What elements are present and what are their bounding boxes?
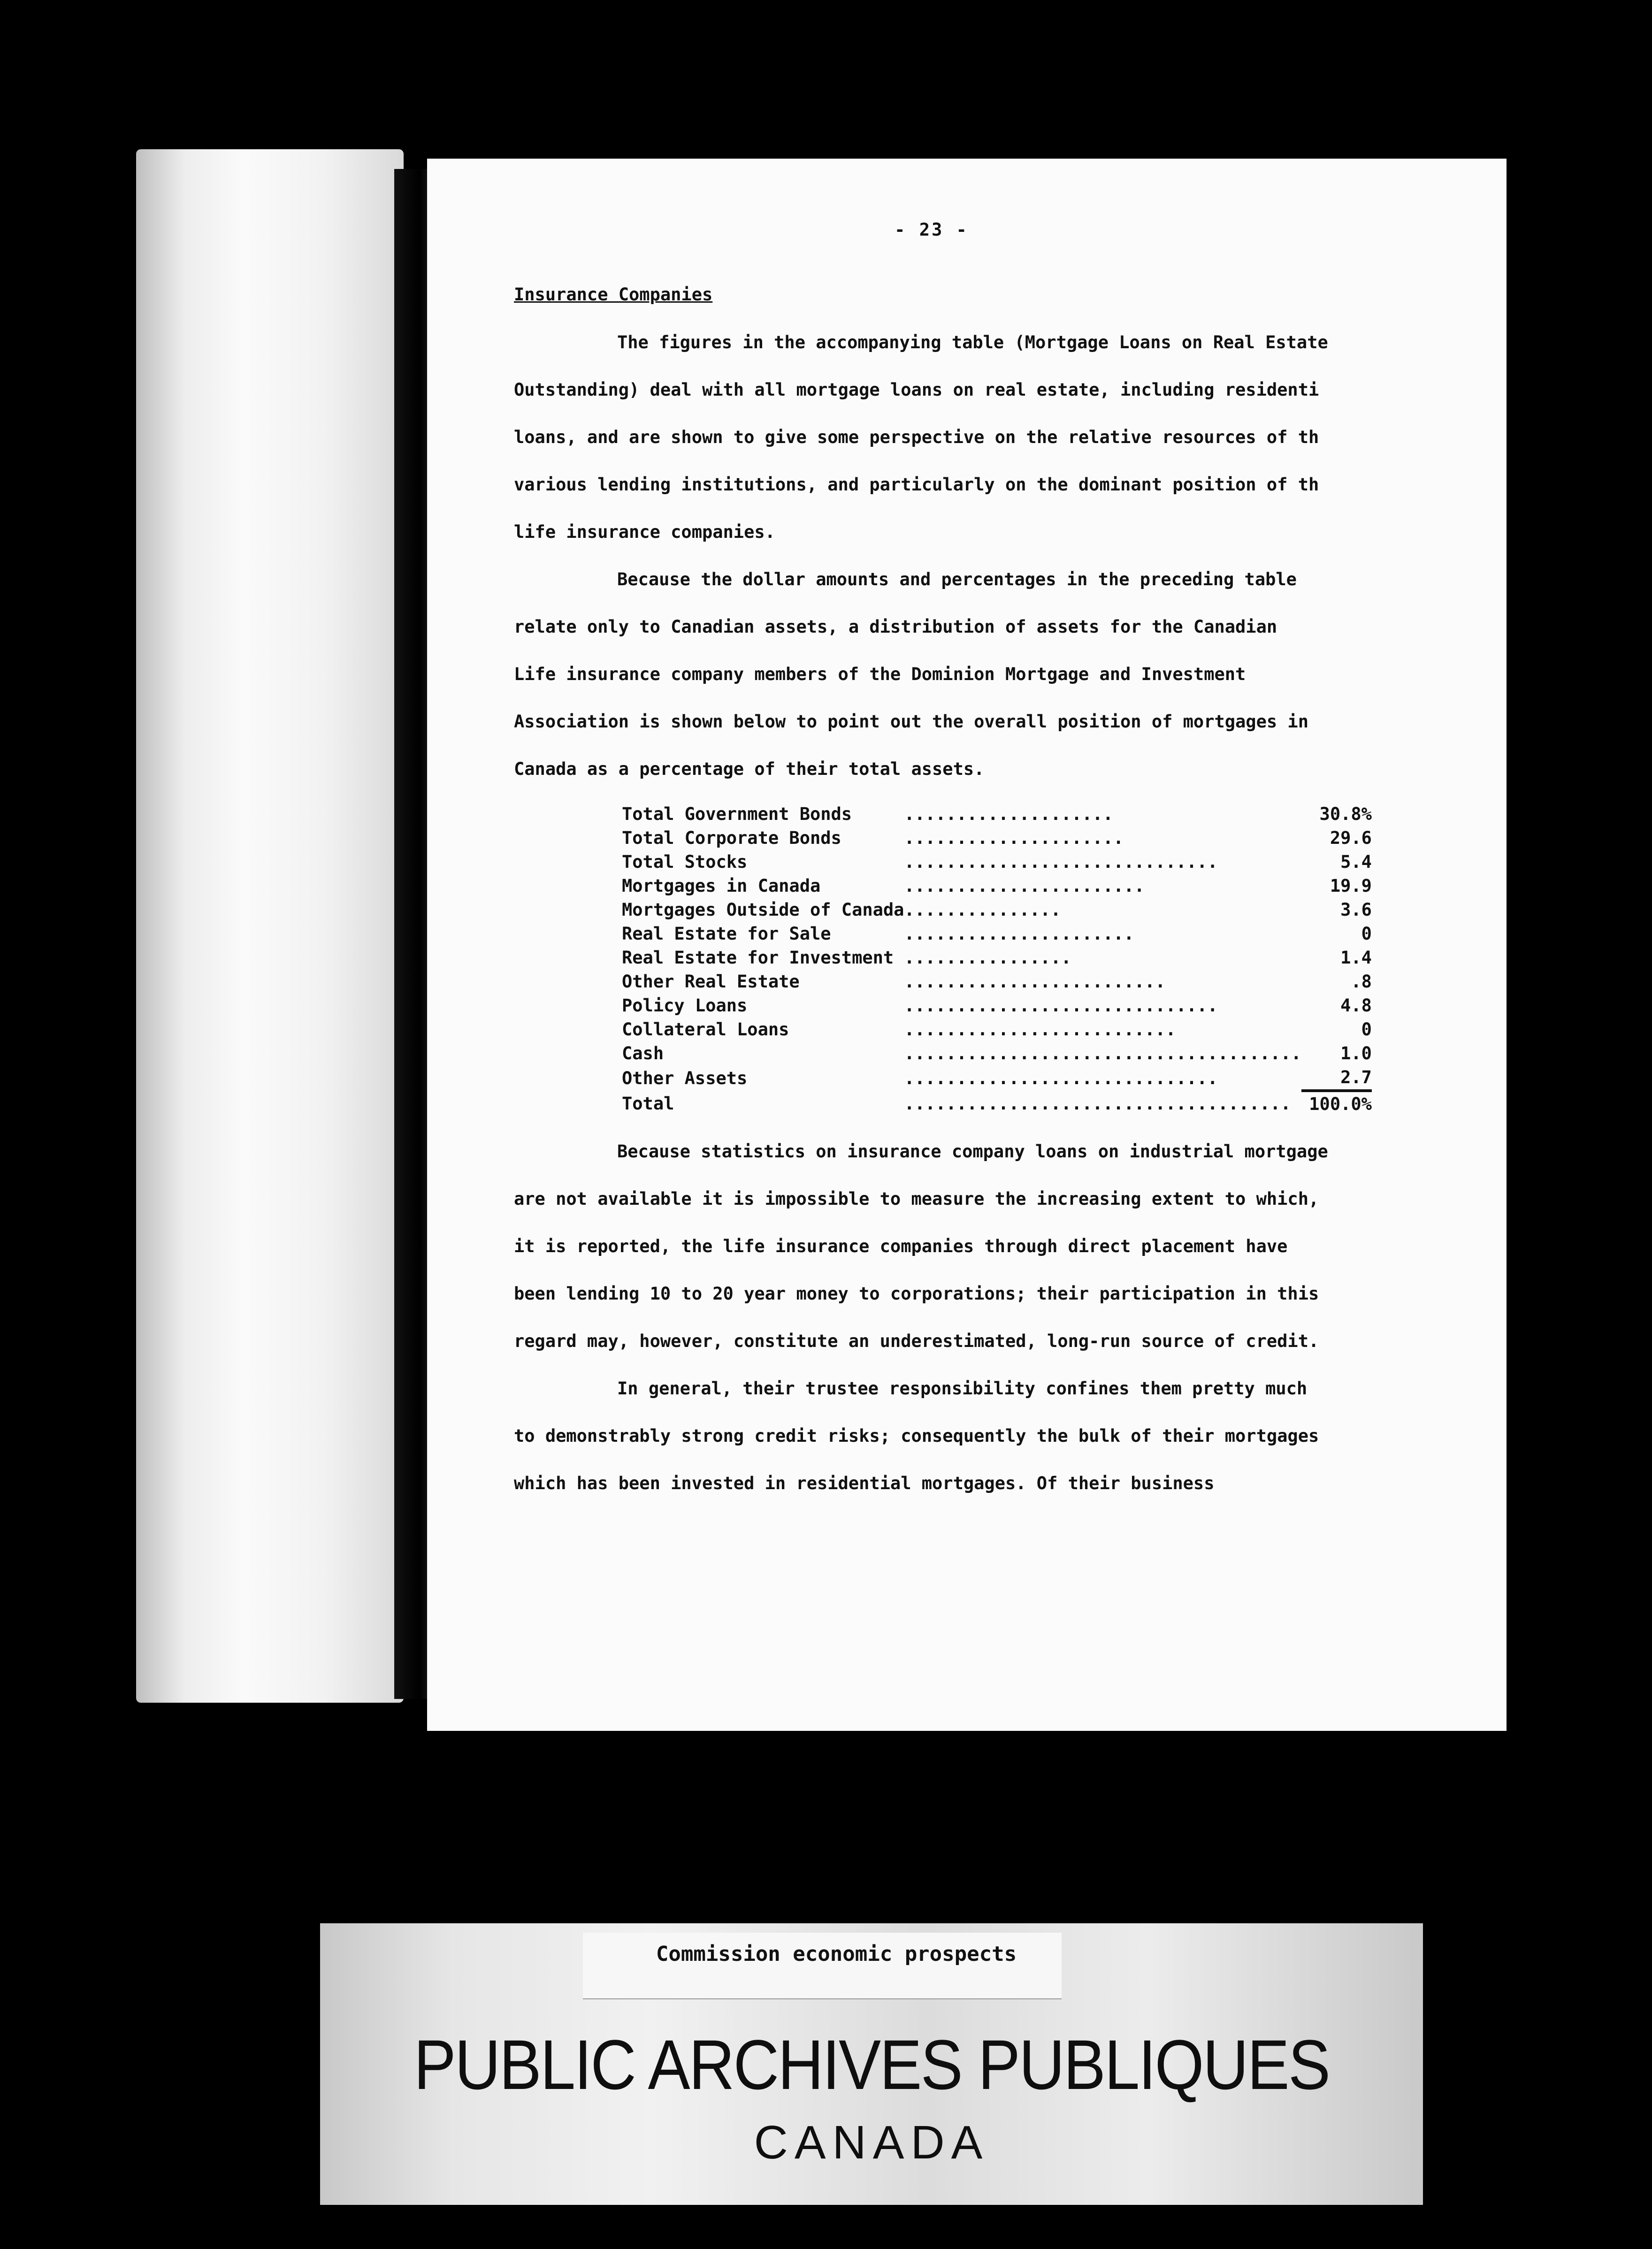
dot-leader: .............................. — [904, 995, 1218, 1016]
dot-leader: ...................................... — [904, 1043, 1301, 1063]
asset-label: Mortgages in Canada — [622, 876, 821, 896]
asset-value: 29.6 — [1330, 828, 1372, 848]
asset-value: 1.4 — [1340, 948, 1372, 968]
paragraph-2 — [514, 556, 1507, 793]
asset-value: .8 — [1351, 972, 1372, 992]
dot-leader: .............................. — [904, 852, 1218, 872]
total-label: Total — [622, 1093, 674, 1114]
archives-title: PUBLIC ARCHIVES PUBLIQUES — [413, 2025, 1330, 2104]
total-value: 100.0% — [1309, 1094, 1372, 1114]
text-line: In general, their trustee responsibility confines them pretty much — [617, 1378, 1308, 1399]
asset-label: Cash — [622, 1043, 664, 1063]
text-line: Life insurance company members of the Dominion Mortgage and Investment — [514, 664, 1246, 684]
document-page — [427, 159, 1507, 1731]
page-content — [514, 220, 1507, 1507]
asset-row — [622, 1017, 1372, 1041]
asset-label: Collateral Loans — [622, 1019, 789, 1040]
archives-country: CANADA — [754, 2116, 989, 2169]
asset-row — [622, 946, 1372, 970]
page-number: - 23 - — [895, 220, 969, 240]
text-line: various lending institutions, and particularly on the dominant position of th — [514, 474, 1319, 495]
dot-leader: .................... — [904, 804, 1113, 824]
text-line: which has been invested in residential mortgages. Of their business — [514, 1473, 1215, 1493]
text-line: regard may, however, constitute an underestimated, long-run source of credit. — [514, 1331, 1319, 1351]
asset-label: Total Corporate Bonds — [622, 828, 841, 848]
text-line: to demonstrably strong credit risks; consequently the bulk of their mortgages — [514, 1426, 1319, 1446]
asset-row — [622, 922, 1372, 946]
asset-label: Real Estate for Investment — [622, 948, 894, 968]
asset-row — [622, 970, 1372, 994]
dot-leader: ............... — [904, 900, 1061, 920]
asset-label: Other Assets — [622, 1068, 748, 1088]
asset-row — [622, 1041, 1372, 1065]
asset-row — [622, 1065, 1372, 1091]
text-line: Because the dollar amounts and percentages in the preceding table — [617, 569, 1297, 589]
text-line: been lending 10 to 20 year money to corporations; their participation in this — [514, 1284, 1319, 1304]
asset-label: Policy Loans — [622, 995, 748, 1016]
text-line: Association is shown below to point out the overall position of mortgages in — [514, 711, 1308, 732]
asset-label: Mortgages Outside of Canada — [622, 900, 904, 920]
asset-row — [622, 826, 1372, 850]
text-line: The figures in the accompanying table (Mortgage Loans on Real Estate — [617, 332, 1328, 352]
text-line: are not available it is impossible to measure the increasing extent to which, — [514, 1189, 1319, 1209]
collection-name: Commission economic prospects — [656, 1942, 1017, 1966]
text-line: loans, and are shown to give some perspective on the relative resources of th — [514, 427, 1319, 447]
total-row — [622, 1091, 1372, 1116]
dot-leader: ..................................... — [904, 1093, 1291, 1114]
asset-label: Total Government Bonds — [622, 804, 852, 824]
dot-leader: ......................... — [904, 972, 1166, 992]
text-line: it is reported, the life insurance companies through direct placement have — [514, 1236, 1288, 1256]
asset-value: 3.6 — [1340, 900, 1372, 920]
section-heading: Insurance Companies — [514, 284, 713, 305]
paragraph-3 — [514, 1128, 1507, 1365]
text-line: relate only to Canadian assets, a distribution of assets for the Canadian — [514, 617, 1277, 637]
dot-leader: ....................... — [904, 876, 1145, 896]
text-line: Because statistics on insurance company loans on industrial mortgage — [617, 1141, 1328, 1162]
asset-value: 30.8% — [1319, 804, 1372, 824]
archive-label — [320, 1923, 1423, 2205]
asset-row — [622, 850, 1372, 874]
paragraph-4 — [514, 1365, 1507, 1507]
asset-row — [622, 874, 1372, 898]
asset-row — [622, 994, 1372, 1017]
text-line: Canada as a percentage of their total assets. — [514, 759, 985, 779]
asset-row — [622, 898, 1372, 922]
dot-leader: .............................. — [904, 1068, 1218, 1088]
asset-value: 19.9 — [1330, 876, 1372, 896]
left-facing-page — [136, 149, 404, 1703]
dot-leader: ...................... — [904, 924, 1134, 944]
text-line: Outstanding) deal with all mortgage loans on real estate, including residenti — [514, 380, 1319, 400]
asset-value: 0 — [1361, 1019, 1372, 1040]
dot-leader: ................ — [904, 948, 1071, 968]
asset-distribution-table — [622, 802, 1372, 1116]
asset-row — [622, 802, 1372, 826]
bleed-through-text — [155, 759, 399, 1698]
dot-leader: .......................... — [904, 1019, 1176, 1040]
asset-label: Real Estate for Sale — [622, 924, 831, 944]
asset-value: 5.4 — [1340, 852, 1372, 872]
asset-label: Total Stocks — [622, 852, 748, 872]
asset-value: 2.7 — [1301, 1065, 1372, 1091]
asset-label: Other Real Estate — [622, 972, 800, 992]
dot-leader: ..................... — [904, 828, 1124, 848]
asset-value: 1.0 — [1340, 1043, 1372, 1063]
asset-value: 0 — [1361, 924, 1372, 944]
asset-value: 4.8 — [1340, 995, 1372, 1016]
paragraph-1 — [514, 319, 1507, 556]
text-line: life insurance companies. — [514, 522, 775, 542]
